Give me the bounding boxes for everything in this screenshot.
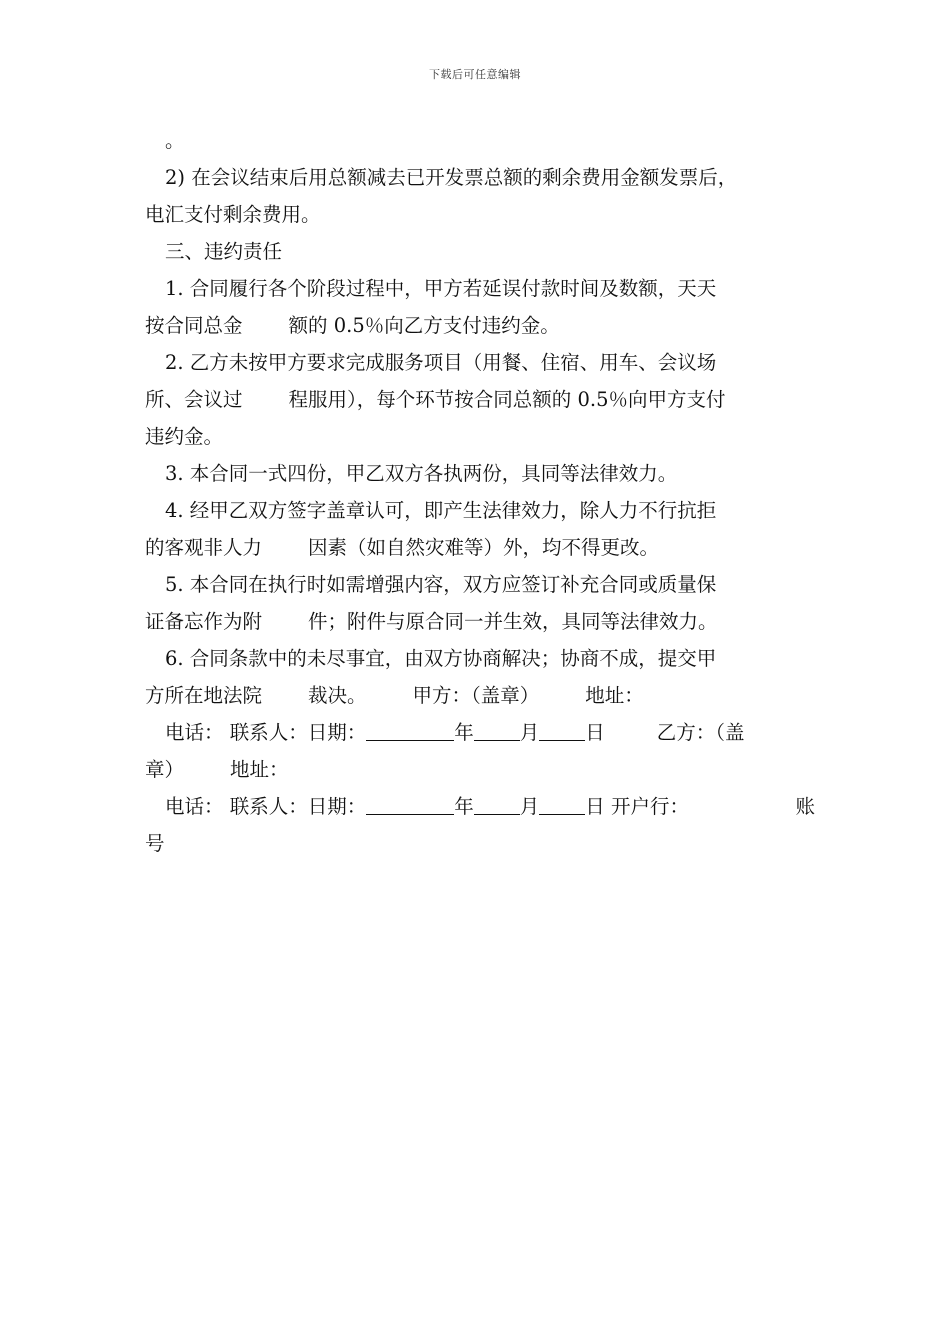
contact-date-label: 联系人：日期： [229, 795, 367, 818]
year-label: 年 [454, 721, 474, 744]
text-line: 。 [165, 129, 185, 152]
text-fragment: 额的 0.5％向乙方支付违约金。 [288, 314, 560, 337]
text-line: 1. 合同履行各个阶段过程中，甲方若延误付款时间及数额，天天 [165, 277, 717, 300]
year-label: 年 [454, 795, 474, 818]
address-label: 地址： [230, 758, 289, 781]
day-blank [539, 720, 585, 741]
text-line [145, 788, 815, 825]
text-line: 3. 本合同一式四份，甲乙双方各执两份，具同等法律效力。 [165, 462, 678, 485]
phone-label: 电话： [165, 721, 224, 744]
text-line: 号 [145, 832, 165, 855]
month-blank [474, 794, 520, 815]
text-fragment: 方所在地法院 [145, 684, 263, 707]
day-label: 日 [585, 721, 605, 744]
text-fragment: 程服用），每个环节按合同总额的 0.5％向甲方支付 [288, 388, 726, 411]
text-line [145, 381, 815, 418]
text-line [145, 603, 815, 640]
account-label: 账 [795, 795, 815, 818]
text-fragment: 裁决。 [308, 684, 367, 707]
text-fragment: 章） [145, 758, 185, 781]
month-label: 月 [519, 795, 540, 818]
party-b-seal-label: 乙方：（盖 [656, 721, 745, 744]
text-line [145, 751, 815, 788]
bank-label: 日 开户行： [585, 795, 689, 818]
text-line: 违约金。 [145, 425, 224, 448]
text-fragment: 证备忘作为附 [145, 610, 263, 633]
text-line [145, 714, 815, 751]
day-blank [539, 794, 585, 815]
text-fragment: 的客观非人力 [145, 536, 263, 559]
text-fragment: 所、会议过 [145, 388, 243, 411]
text-fragment: 件；附件与原合同一并生效，具同等法律效力。 [308, 610, 718, 633]
text-fragment: 按合同总金 [145, 314, 243, 337]
text-line: 5. 本合同在执行时如需增强内容，双方应签订补充合同或质量保 [165, 573, 717, 596]
text-line [145, 677, 815, 714]
year-blank [366, 794, 454, 815]
document-body [145, 122, 815, 862]
section-heading: 三、违约责任 [165, 240, 283, 263]
text-line: 6. 合同条款中的未尽事宜，由双方协商解决；协商不成，提交甲 [165, 647, 717, 670]
phone-label: 电话： [165, 795, 224, 818]
text-line [145, 529, 815, 566]
text-fragment: 因素（如自然灾难等）外，均不得更改。 [308, 536, 660, 559]
text-line: 2. 乙方未按甲方要求完成服务项目（用餐、住宿、用车、会议场 [165, 351, 717, 374]
month-label: 月 [519, 721, 540, 744]
month-blank [474, 720, 520, 741]
text-line: 2) 在会议结束后用总额减去已开发票总额的剩余费用金额发票后， [165, 166, 738, 189]
text-line [145, 307, 815, 344]
page-header: 下载后可任意编辑 [429, 68, 521, 81]
year-blank [366, 720, 454, 741]
party-a-seal-label: 甲方：（盖章） [412, 684, 540, 707]
contact-date-label: 联系人：日期： [229, 721, 367, 744]
address-label: 地址： [585, 684, 644, 707]
text-line: 4. 经甲乙双方签字盖章认可，即产生法律效力，除人力不行抗拒 [165, 499, 717, 522]
text-line: 电汇支付剩余费用。 [145, 203, 321, 226]
